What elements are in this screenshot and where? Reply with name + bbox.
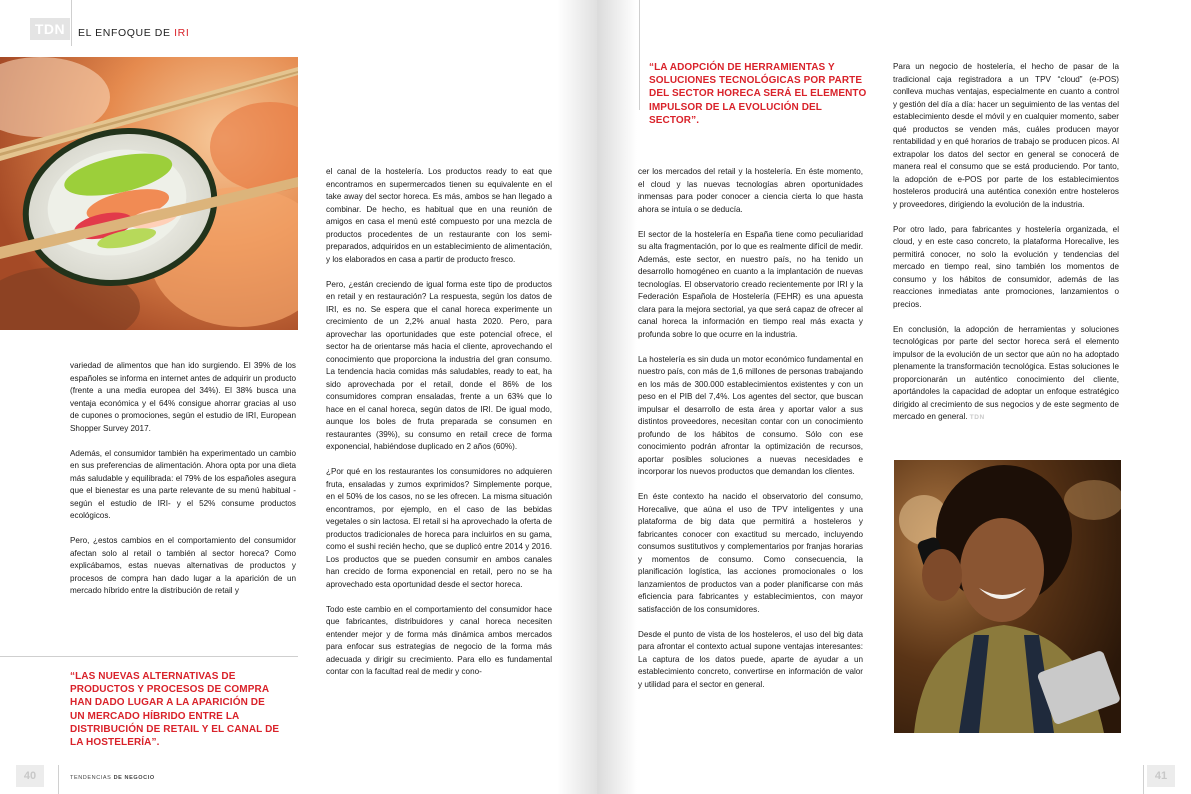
section-title-highlight: IRI: [174, 27, 190, 39]
paragraph: variedad de alimentos que han ido surgiendo. El 39% de los españoles se informa en internet antes de adquirir un producto (frente a una media europea del 34%). El 38% busca una ventaja económica y el 64% consigue ahorrar gracias al uso de cupones o promociones, según el estudio de IRI, European Shopper Survey 2017.: [70, 361, 296, 433]
text-column-2: [326, 166, 552, 679]
paragraph: El sector de la hostelería en España tiene como peculiaridad su alta fragmentación, por lo que es realmente difícil de medir. Además, este sector, en nuestro país, no ha tenido un desarrollo homogéneo en cuanto a la implantación de nuevas tecnologías. El observatorio creado recientemente por IRI y la Federación Española de Hostelería (FEHR) es una apuesta clara para la mejora sectorial, ya que será capaz de ofrecer al canal horeca la información en tiempo real más exacta y profunda sobre lo que ocurre en la industria.: [638, 229, 863, 339]
woman-illustration: [894, 460, 1121, 733]
sushi-illustration: [0, 57, 298, 330]
section-title-prefix: EL ENFOQUE DE: [78, 27, 171, 39]
magazine-name-bold: DE NEGOCIO: [113, 775, 155, 781]
footer-divider: [58, 765, 59, 794]
magazine-name-prefix: TENDENCIAS: [70, 775, 112, 781]
spine-shadow: [557, 0, 597, 794]
paragraph: Pero, ¿están creciendo de igual forma este tipo de productos en retail y en restauración? La respuesta, según los datos de IRI, es no. Se espera que el canal horeca experimente un crecimiento de un 2,2% anual hasta 2020. Pero, para aprovechar las oportunidades que este potencial ofrece, el sector ha de orientarse más hacia el cliente, aprovechando el conocimiento que proporciona la industria del gran consumo. La tendencia hacia comidas más saludables, ready to eat, ha sido aprovechada por el retail, donde el 86% de los consumidores compran ensaladas, frente a un 63% que lo hace en el canal horeca, según datos de IRI. De igual modo, aunque los boles de fruta preparada se consumen en restaurantes (39%), su consumo en retail crece de forma exponencial, habiéndose duplicado en 2 años (60%).: [326, 279, 552, 451]
magazine-name: [70, 775, 155, 781]
section-title: [78, 27, 189, 39]
pull-quote-right: “LA ADOPCIÓN DE HERRAMIENTAS Y SOLUCIONES TECNOLÓGICAS POR PARTE DEL SECTOR HORECA SERÁ EL ELEMENTO IMPULSOR DE LA EVOLUCIÓN DEL SECTOR”.: [649, 62, 867, 126]
header-divider: [71, 0, 72, 46]
quote-divider: [0, 656, 298, 657]
paragraph: Todo este cambio en el comportamiento del consumidor hace que fabricantes, distribuidores y canal horeca necesiten entender mejor y de forma más dinámica ambos mercados para enfocar sus estrategias de negocio de la forma más adecuada y dirigir su crecimiento. Para ello es fundamental contar con la facultad real de medir y cono-: [326, 604, 552, 676]
pull-quote-left: “LAS NUEVAS ALTERNATIVAS DE PRODUCTOS Y PROCESOS DE COMPRA HAN DADO LUGAR A LA APARICIÓN DE UN MERCADO HÍBRIDO ENTRE LA DISTRIBUCIÓN DE RETAIL Y EL CANAL DE LA HOSTELERÍA”.: [70, 671, 280, 749]
page-number-right: 41: [1147, 765, 1175, 787]
paragraph: Desde el punto de vista de los hosteleros, el uso del big data para afrontar el contexto actual supone ventajas interesantes: La captura de los datos puede, aparte de ayudar a un establecimiento concreto, convertirse en información de valor y utilidad para el sector en general.: [638, 629, 863, 689]
page-number-left: 40: [16, 765, 44, 787]
paragraph: ¿Por qué en los restaurantes los consumidores no adquieren fruta, ensaladas y zumos exprimidos? Simplemente porque, en el 50% de los casos, no se les ofrecen. La misma situación encontramos, por ejemplo, en el caso de las bebidas vegetales o sin lactosa. El retail si ha aprovechado la oferta de productos tradicionales de horeca para incluirlos en su gama, como el sushi recién hecho, que se duplicó entre 2014 y 2016. Los productos que se pueden consumir en ambos canales han crecido de forma exponencial en retail, pero no se ha aprovechado esta oportunidad desde el sector horeca.: [326, 467, 552, 589]
sushi-photo: [0, 57, 298, 330]
paragraph: En éste contexto ha nacido el observatorio del consumo, Horecalive, que aúna el uso de TPV inteligentes y una plataforma de big data que permitirá a hosteleros y fabricantes conocer con exactitud su mercado, incluyendo consumos sustitutivos y complementarios por franjas horarias y momentos de consumo. Como consecuencia, la planificación logística, las acciones promocionales o los lanzamientos de productos van a poder planificarse con más eficiencia para fabricantes y establecimientos, con mayor satisfacción de los consumidores.: [638, 492, 863, 614]
text-column-1: [70, 360, 296, 598]
woman-on-phone-photo: [894, 460, 1121, 733]
text-column-4: [893, 61, 1119, 425]
paragraph: Por otro lado, para fabricantes y hostelería organizada, el cloud, y en este caso concreto, la plataforma Horecalive, les permitirá conocer, no solo la evolución y tendencias del mercado en tiempo real, sino también los momentos de consumo y los hábitos de consumidor, además de las reacciones inmediatas ante promociones, lanzamientos o precios.: [893, 224, 1119, 309]
spine-shadow: [597, 0, 637, 794]
text-column-3: [638, 166, 863, 691]
paragraph: [893, 324, 1119, 425]
paragraph: La hostelería es sin duda un motor económico fundamental en nuestro país, con más de 1,6 millones de personas trabajando en los más de 300.000 establecimientos existentes y con un peso en el PIB del 7,4%. Los agentes del sector, que buscan impulsar el desarrollo de esta área y aportar valor a sus distintos proveedores, necesitan contar con un conocimiento profundo de los hábitos de consumo. Sólo con ese conocimiento podrán afrontar la optimización de recursos, aportar posibles soluciones a nuevas necesidades e incorporar los nuevos productos que demandan los clientes.: [638, 354, 863, 476]
right-page: [597, 0, 1191, 794]
paragraph: el canal de la hostelería. Los productos ready to eat que encontramos en supermercados tienen su equivalente en el take away del sector horeca. Es más, ambos se han llegado a combinar. De hecho, es habitual que en una reunión de amigos en casa el menú esté compuesto por una mezcla de productos procedentes de un restaurante con los semi-preparados, adquiridos en un establecimiento de alimentación, y los elaborados en casa a partir de producto fresco.: [326, 167, 552, 264]
paragraph: cer los mercados del retail y la hostelería. En éste momento, el cloud y las nuevas tecnologías abren oportunidades inmensas para poder conocer a ciencia cierta lo que hasta ahora se intuía o se deducía.: [638, 167, 863, 214]
magazine-logo: TDN: [30, 18, 70, 40]
paragraph: Para un negocio de hostelería, el hecho de pasar de la tradicional caja registradora a un TPV “cloud” (e-POS) conlleva muchas ventajas, especialmente en cuanto a control y gestión del día a día: hacer un seguimiento de las ventas del establecimiento desde el móvil y en cualquier momento, saber qué productos se venden más, cuáles producen mayor rentabilidad y en qué horarios de trabajo se producen picos. Al extrapolar los datos del sector en general se conocerá de manera real el consumo que se está produciendo. Por tanto, la adopción de e-POS por parte de los establecimientos hosteleros producirá una auténtica conexión entre hosteleros y proveedores, dirigiendo la evolución de la industria.: [893, 62, 1119, 209]
paragraph: Pero, ¿estos cambios en el comportamiento del consumidor afectan solo al retail o también al sector horeca? Como explicábamos, estas nuevas alternativas de productos y procesos de compra han dado lugar a la aparición de un mercado híbrido entre la distribución de retail y: [70, 536, 296, 595]
footer-divider: [1143, 765, 1144, 794]
paragraph-text: En conclusión, la adopción de herramientas y soluciones tecnológicas por parte del sector horeca será el elemento impulsor de la evolución de un sector que aún no ha adoptado plenamente la transformación tecnológica. Estas soluciones le proporcionarán un auténtico conocimiento del cliente, aportándoles la capacidad de adoptar un enfoque estratégico dirigido al crecimiento de sus negocios y de este segmento de mercado en general.: [893, 324, 1119, 421]
end-mark: TDN: [969, 414, 985, 421]
paragraph: Además, el consumidor también ha experimentado un cambio en sus preferencias de alimentación. Ahora opta por una dieta más saludable y equilibrada: el 79% de los españoles asegura que el bienestar es una parte relevante de su menú habitual -según el estudio de IRI- y el 52% consume productos ecológicos.: [70, 448, 296, 520]
quote-marker: [639, 0, 640, 110]
